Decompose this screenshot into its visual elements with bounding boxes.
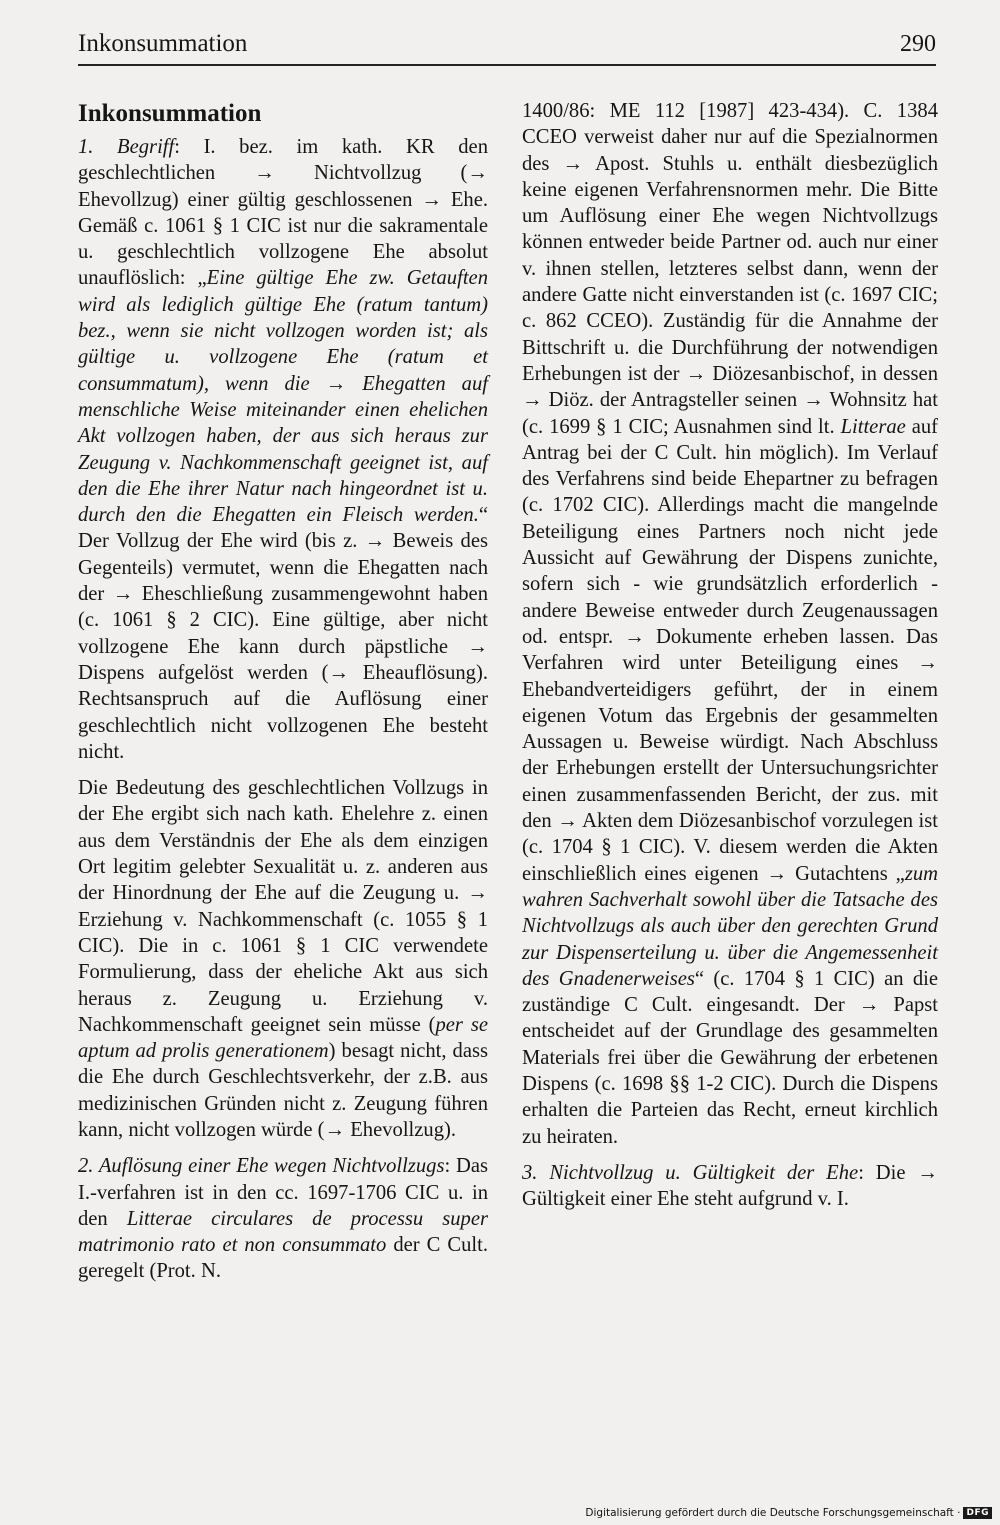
paragraph xyxy=(78,1153,488,1284)
paragraph xyxy=(78,134,488,765)
article-heading: Inkonsummation xyxy=(78,100,262,127)
running-header xyxy=(78,28,936,66)
text-run: per se aptum ad prolis generationem xyxy=(78,1013,488,1063)
paragraph xyxy=(522,1160,938,1213)
paragraph xyxy=(522,98,938,1150)
text-run: “ (c. 1704 § 1 CIC) an die zuständige C Cult. eingesandt. Der → Papst entscheidet auf der Grundlage des gesammelten Materials frei über die Gewährung der erbetenen Dispens (c. 1698 §§ 1-2 CIC). Durch die Dispens erhalten die Parteien das Recht, erneut kirchlich zu heiraten. xyxy=(522,967,938,1148)
text-run: 3. Nichtvollzug u. Gültigkeit der Ehe xyxy=(522,1161,859,1184)
text-run: 1400/86: ME 112 [1987] 423-434). C. 1384 CCEO verweist daher nur auf die Spezialnormen des → Apost. Stuhls u. enthält diesbezüglich keine eigenen Verfahrensnormen mehr. Die Bitte um Auflösung einer Ehe wegen Nichtvollzugs können entweder beide Partner od. auch nur einer v. ihnen stellen, letzteres selbst dann, wenn der andere Gatte nicht einverstanden ist (c. 1697 CIC; c. 862 CCEO). Zuständig für die Annahme der Bittschrift u. die Durchführung der notwendigen Erhebungen ist der → Diözesanbischof, in dessen → Diöz. der Antragsteller seinen → Wohnsitz hat (c. 1699 § 1 CIC; Ausnahmen sind lt. xyxy=(522,100,938,438)
right-paragraphs xyxy=(522,98,938,1212)
text-run: 1. Begriff xyxy=(78,136,175,158)
text-run: Die Bedeutung des geschlechtlichen Vollzugs in der Ehe ergibt sich nach kath. Ehelehre z. einen aus dem Verständnis der Ehe als dem einzigen Ort legitim gelebter Sexualität u. z. anderen aus der Hinordnung der Ehe auf die Zeugung u. → Erziehung v. Nachkommenschaft (c. 1055 § 1 CIC). Die in c. 1061 § 1 CIC verwendete Formulierung, dass der eheliche Akt aus sich heraus z. Zeugung u. Erziehung v. Nachkommenschaft geeignet sein müsse ( xyxy=(78,777,488,1036)
text-run: Eine gültige Ehe zw. Getauften wird als lediglich gültige Ehe (ratum tantum) bez., wenn sie nicht vollzogen worden ist; als gültige u. vollzogene Ehe (ratum et consummatum), wenn die → Ehegatten auf menschliche Weise miteinander einen ehelichen Akt vollzogen haben, der aus sich heraus zur Zeugung v. Nachkommenschaft geeignet ist, auf den die Ehe ihrer Natur nach hingeordnet ist u. durch den die Ehegatten ein Fleisch werden. xyxy=(78,267,488,527)
paragraph xyxy=(78,775,488,1143)
left-paragraphs xyxy=(78,134,488,1285)
credit-text: Digitalisierung gefördert durch die Deutsche Forschungsgemeinschaft · xyxy=(585,1507,961,1519)
left-column xyxy=(78,98,488,1285)
text-run: : Die → Gültigkeit einer Ehe steht aufgrund v. I. xyxy=(522,1161,939,1211)
text-run: ) besagt nicht, dass die Ehe durch Geschlechtsverkehr, der z.B. aus medizinischen Gründen nicht z. Zeugung führen kann, nicht vollzogen würde (→ Ehevollzug). xyxy=(78,1040,488,1141)
digitization-credit xyxy=(585,1507,992,1519)
text-run: der C Cult. geregelt (Prot. N. xyxy=(78,1234,488,1283)
text-run: zum wahren Sachverhalt sowohl über die Tatsache des Nichtvollzugs als auch über den gerechten Grund zur Dispenserteilung u. über die Angemessenheit des Gnadenerweises xyxy=(522,862,938,990)
text-run: Litterae circulares de processu super matrimonio rato et non consummato xyxy=(78,1207,488,1257)
text-run: : I. bez. im kath. KR den geschlechtlichen → Nichtvollzug (→ Ehevollzug) einer gültig geschlossenen → Ehe. Gemäß c. 1061 § 1 CIC ist nur die sakramentale u. geschlechtlich vollzogene Ehe absolut unauflöslich: „ xyxy=(78,136,488,290)
text-run: Litterae xyxy=(840,415,906,438)
text-run: 2. Auflösung einer Ehe wegen Nichtvollzugs xyxy=(78,1155,445,1178)
running-title: Inkonsummation xyxy=(78,30,248,57)
right-column xyxy=(522,98,938,1212)
text-run: auf Antrag bei der C Cult. hin möglich). Im Verlauf des Verfahrens sind beide Ehepartner zu befragen (c. 1702 CIC). Allerdings macht die mangelnde Beteiligung eines Partners noch nicht jede Aussicht auf Gewährung der Dispens zunichte, sofern sich - wie grundsätzlich erforderlich - andere Beweise entweder durch Zeugenaussagen od. entspr. → Dokumente erheben lassen. Das Verfahren wird unter Beteiligung eines → Ehebandverteidigers geführt, der in einem eigenen Votum das Ergebnis der gesammelten Aussagen u. Beweise würdigt. Nach Abschluss der Erhebungen erstellt der Untersuchungsrichter einen zusammenfassenden Bericht, der zus. mit den → Akten dem Diözesanbischof vorzulegen ist (c. 1704 § 1 CIC). V. diesem werden die Akten einschließlich eines eigenen → Gutachtens „ xyxy=(522,415,939,885)
dfg-logo: DFG xyxy=(963,1507,992,1519)
text-run: : Das I.-verfahren ist in den cc. 1697-1706 CIC u. in den xyxy=(78,1155,488,1230)
page-number: 290 xyxy=(900,31,936,57)
text-run: “ Der Vollzug der Ehe wird (bis z. → Beweis des Gegenteils) vermutet, wenn die Ehegatten nach der → Eheschließung zusammengewohnt haben (c. 1061 § 2 CIC). Eine gültige, aber nicht vollzogene Ehe kann durch päpstliche → Dispens aufgelöst werden (→ Eheauflösung). Rechtsanspruch auf die Auflösung einer geschlechtlich nicht vollzogenen Ehe besteht nicht. xyxy=(78,504,488,763)
